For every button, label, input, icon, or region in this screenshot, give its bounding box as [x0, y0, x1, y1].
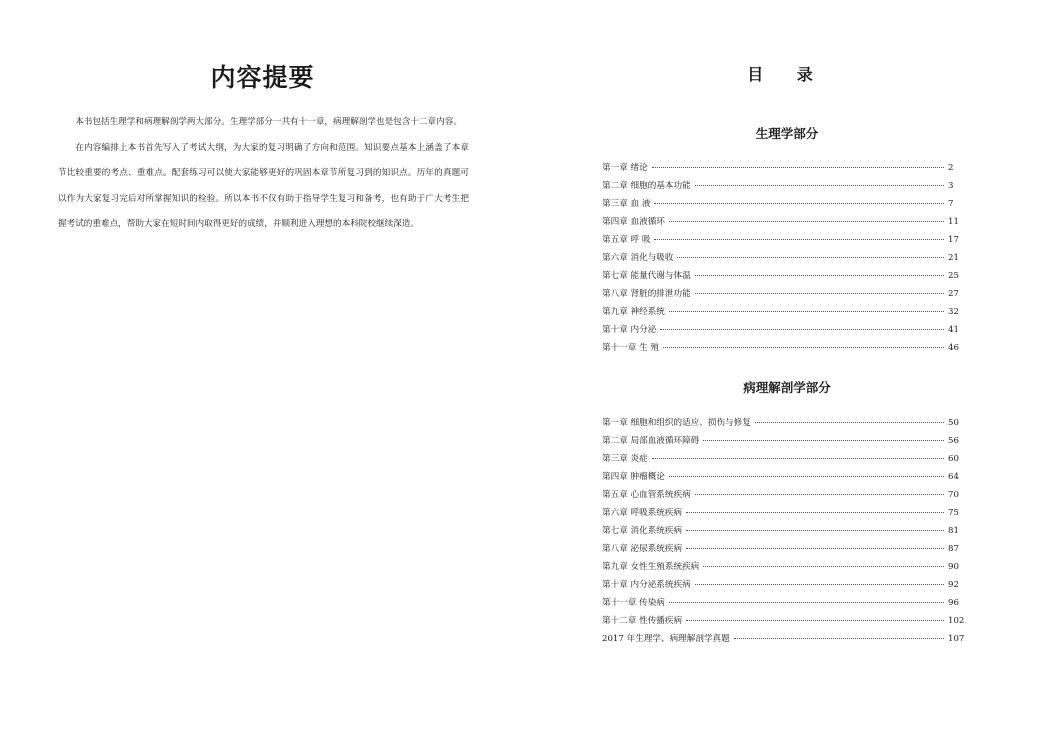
- toc-entry-leader-dots: [669, 311, 944, 312]
- toc-entry-page-number: 70: [948, 490, 959, 500]
- toc-entry-leader-dots: [703, 440, 944, 441]
- toc-entry[interactable]: [602, 339, 966, 357]
- toc-entry-leader-dots: [669, 602, 944, 603]
- toc-entry[interactable]: [602, 267, 966, 285]
- toc-entry-leader-dots: [734, 638, 944, 639]
- toc-entry-page-number: 21: [948, 253, 959, 263]
- toc-entry[interactable]: [602, 450, 966, 468]
- toc-list-pathology: [602, 414, 966, 648]
- toc-entry-page-number: 2: [948, 163, 954, 173]
- toc-entry[interactable]: [602, 594, 966, 612]
- toc-entry-label: 第一章 细胞和组织的适应、损伤与修复: [602, 418, 751, 428]
- toc-entry[interactable]: [602, 630, 966, 648]
- toc-entry-label: 第一章 绪论: [602, 163, 648, 173]
- toc-entry-label: 第八章 泌尿系统疾病: [602, 544, 683, 554]
- toc-entry[interactable]: [602, 159, 966, 177]
- toc-entry-leader-dots: [677, 257, 944, 258]
- toc-entry-leader-dots: [654, 203, 944, 204]
- toc-entry-page-number: 102: [948, 616, 965, 626]
- toc-entry-leader-dots: [686, 530, 944, 531]
- toc-entry-label: 第五章 心血管系统疾病: [602, 490, 691, 500]
- toc-entry[interactable]: [602, 195, 966, 213]
- toc-entry-page-number: 7: [948, 199, 954, 209]
- toc-entry-page-number: 75: [948, 508, 959, 518]
- toc-entry-label: 2017 年生理学、病理解剖学真题: [602, 634, 730, 644]
- toc-entry-label: 第十一章 生 殖: [602, 343, 660, 353]
- toc-entry-leader-dots: [660, 329, 944, 330]
- toc-section-title-physiology: 生理学部分: [755, 126, 819, 141]
- toc-entry-page-number: 41: [948, 325, 959, 335]
- toc-list-physiology: [602, 159, 966, 357]
- toc-page: [525, 0, 1049, 738]
- toc-entry-label: 第二章 细胞的基本功能: [602, 181, 691, 191]
- toc-title: 目 录: [747, 65, 827, 84]
- toc-entry-page-number: 56: [948, 436, 959, 446]
- toc-entry-label: 第九章 女性生殖系统疾病: [602, 562, 700, 572]
- toc-entry[interactable]: [602, 504, 966, 522]
- toc-entry-leader-dots: [695, 275, 944, 276]
- toc-entry-leader-dots: [686, 512, 944, 513]
- toc-entry-page-number: 81: [948, 526, 959, 536]
- toc-entry[interactable]: [602, 285, 966, 303]
- toc-entry-leader-dots: [652, 458, 944, 459]
- toc-entry-label: 第四章 血液循环: [602, 217, 665, 227]
- toc-entry-label: 第四章 肿瘤概论: [602, 472, 665, 482]
- toc-entry-page-number: 60: [948, 454, 959, 464]
- summary-body: [58, 110, 469, 238]
- toc-entry[interactable]: [602, 414, 966, 432]
- toc-entry-leader-dots: [686, 620, 944, 621]
- toc-entry-page-number: 90: [948, 562, 959, 572]
- toc-entry-page-number: 25: [948, 271, 959, 281]
- toc-entry-leader-dots: [695, 494, 944, 495]
- toc-entry[interactable]: [602, 231, 966, 249]
- toc-entry-leader-dots: [663, 347, 944, 348]
- toc-entry-leader-dots: [652, 167, 944, 168]
- toc-entry[interactable]: [602, 612, 966, 630]
- toc-entry-leader-dots: [755, 422, 944, 423]
- toc-entry[interactable]: [602, 213, 966, 231]
- toc-entry-leader-dots: [695, 584, 944, 585]
- toc-entry-page-number: 64: [948, 472, 959, 482]
- toc-entry-page-number: 92: [948, 580, 959, 590]
- toc-entry-page-number: 27: [948, 289, 959, 299]
- summary-title: 内容提要: [210, 63, 315, 92]
- toc-entry-page-number: 50: [948, 418, 959, 428]
- toc-entry-page-number: 3: [948, 181, 954, 191]
- toc-entry-leader-dots: [686, 548, 944, 549]
- summary-paragraph: 在内容编排上本书首先写入了考试大纲，为大家的复习明确了方向和范围。知识要点基本上涵盖了本章节比较重要的考点、重难点。配套练习可以使大家能够更好的巩固本章节所复习到的知识点。历年的真题可以作为大家复习完后对所掌握知识的检验。所以本书不仅有助于指导学生复习和备考，也有助于广大考生把握考试的重难点，帮助大家在短时间内取得更好的成绩，并顺利进入理想的本科院校继续深造。: [58, 142, 469, 229]
- toc-entry[interactable]: [602, 468, 966, 486]
- toc-entry-label: 第六章 呼吸系统疾病: [602, 508, 683, 518]
- toc-entry[interactable]: [602, 177, 966, 195]
- toc-entry-label: 第九章 神经系统: [602, 307, 665, 317]
- toc-entry-label: 第七章 能量代谢与体温: [602, 271, 691, 281]
- toc-entry[interactable]: [602, 558, 966, 576]
- toc-entry[interactable]: [602, 432, 966, 450]
- toc-entry-leader-dots: [669, 476, 944, 477]
- toc-entry-label: 第七章 消化系统疾病: [602, 526, 683, 536]
- toc-entry-label: 第三章 血 液: [602, 199, 651, 209]
- toc-entry[interactable]: [602, 522, 966, 540]
- toc-entry-label: 第十章 内分泌: [602, 325, 657, 335]
- toc-entry-page-number: 32: [948, 307, 959, 317]
- toc-entry[interactable]: [602, 321, 966, 339]
- summary-paragraph: 本书包括生理学和病理解剖学两大部分。生理学部分一共有十一章，病理解剖学也是包含十二章内容。: [75, 117, 462, 127]
- toc-entry-label: 第二章 局部血液循环障碍: [602, 436, 700, 446]
- toc-entry-leader-dots: [669, 221, 944, 222]
- toc-entry-label: 第十章 内分泌系统疾病: [602, 580, 691, 590]
- toc-entry-label: 第三章 炎症: [602, 454, 648, 464]
- toc-entry[interactable]: [602, 576, 966, 594]
- toc-section-title-pathology: 病理解剖学部分: [743, 380, 831, 395]
- toc-entry-leader-dots: [654, 239, 944, 240]
- toc-entry-label: 第十一章 传染病: [602, 598, 665, 608]
- toc-entry[interactable]: [602, 249, 966, 267]
- toc-entry-page-number: 17: [948, 235, 959, 245]
- toc-entry-label: 第六章 消化与吸收: [602, 253, 674, 263]
- toc-entry-leader-dots: [703, 566, 944, 567]
- toc-entry-page-number: 11: [948, 217, 959, 227]
- toc-entry-leader-dots: [695, 293, 944, 294]
- toc-entry-leader-dots: [695, 185, 944, 186]
- toc-entry-page-number: 107: [948, 634, 965, 644]
- toc-entry[interactable]: [602, 486, 966, 504]
- toc-entry[interactable]: [602, 540, 966, 558]
- toc-entry-label: 第五章 呼 吸: [602, 235, 651, 245]
- toc-entry-page-number: 46: [948, 343, 959, 353]
- toc-entry-label: 第十二章 性传播疾病: [602, 616, 683, 626]
- toc-entry-label: 第八章 肾脏的排泄功能: [602, 289, 691, 299]
- toc-entry[interactable]: [602, 303, 966, 321]
- toc-entry-page-number: 87: [948, 544, 959, 554]
- toc-entry-page-number: 96: [948, 598, 959, 608]
